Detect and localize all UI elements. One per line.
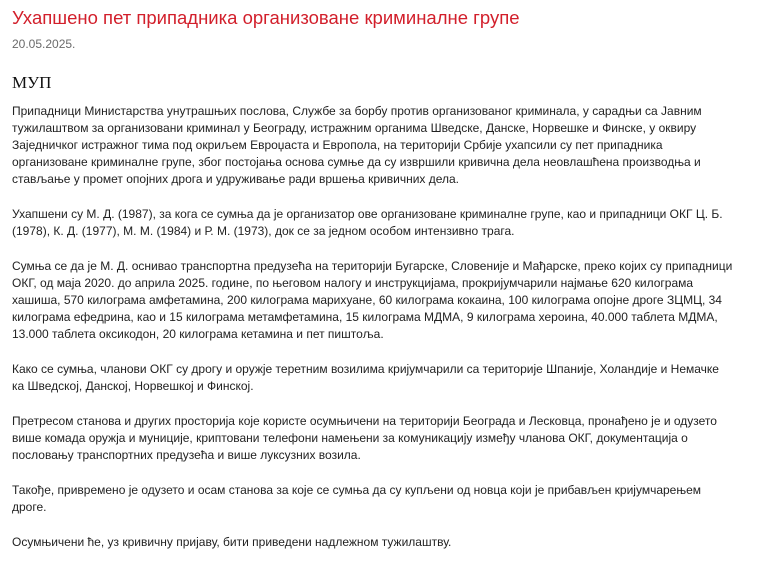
paragraph-line: Припадници Министарства унутрашњих послова, Службе за борбу против организованог криминала, у сарадњи са Јавним [12,104,702,118]
paragraph-line: Претресом станова и других просторија које користе осумњичени на територији Београда и Лесковца, пронађено је и одузето [12,414,717,428]
article-paragraph [12,258,748,343]
paragraph-line: тужилаштвом за организовани криминал у Београду, истражним органима Шведске, Данске, Норвешке и Финске, у оквиру [12,121,697,135]
paragraph-line: Заједничког истражног тима под окриљем Евроџаста и Европола, на територији Србије ухапсили су пет припадника [12,138,663,152]
paragraph-line: стављање у промет опојних дрога и удруживање ради вршења кривичних дела. [12,172,460,186]
article-source: МУП [12,73,52,92]
article-paragraph [12,413,748,464]
paragraph-line: дроге. [12,500,47,514]
article-paragraph [12,482,748,516]
paragraph-line: ОКГ, од маја 2020. до априла 2025. године, по његовом налогу и инструкцијама, прокријумчарили најмање 620 килограма [12,276,694,290]
paragraph-line: Сумња се да је М. Д. оснивао транспортна предузећа на територији Бугарске, Словеније и Мађарске, преко којих су припадници [12,259,733,273]
article-title: Ухапшено пет припадника организоване криминалне групе [12,7,520,28]
paragraph-line: више комада оружја и муниције, криптовани телефони намењени за комуникацију између чланова ОКГ, документација о [12,431,688,445]
paragraph-line: ка Шведској, Данској, Норвешкој и Финској. [12,379,254,393]
paragraph-line: (1978), К. Д. (1977), М. М. (1984) и Р. М. (1973), док се за једном особом интензивно трага. [12,224,515,238]
paragraph-line: организоване криминалне групе, због постојања основа сумње да су извршили кривична дела неовлашћена производња и [12,155,701,169]
paragraph-line: килограма ефедрина, као и 15 килограма метамфетамина, 15 килограма МДМА, 9 килограма хероина, 40.000 таблета МДМА, [12,310,718,324]
paragraph-line: пословању транспортних предузећа и више луксузних возила. [12,448,361,462]
article-date: 20.05.2025. [12,37,76,51]
article-paragraph [12,361,748,395]
news-article [12,6,748,569]
paragraph-line: Како се сумња, чланови ОКГ су дрогу и оружје теретним возилима кријумчарили са територије Шпаније, Холандије и Немачке [12,362,719,376]
paragraph-line: 13.000 таблета оксикодон, 20 килограма кетамина и пет пиштоља. [12,327,384,341]
article-paragraph [12,534,748,551]
article-paragraph [12,103,748,188]
paragraph-line: Осумњичени ће, уз кривичну пријаву, бити приведени надлежном тужилаштву. [12,535,452,549]
paragraph-line: Такође, привремено је одузето и осам станова за које се сумња да су купљени од новца који је прибављен кријумчарењем [12,483,702,497]
article-paragraph [12,206,748,240]
paragraph-line: хашиша, 570 килограма амфетамина, 200 килограма марихуане, 60 килограма кокаина, 100 килограма опојне дроге ЗЦМЦ, 34 [12,293,722,307]
paragraph-line: Ухапшени су М. Д. (1987), за кога се сумња да је организатор ове организоване криминалне групе, као и припадници ОКГ Ц. Б. [12,207,723,221]
article-body [12,103,748,551]
